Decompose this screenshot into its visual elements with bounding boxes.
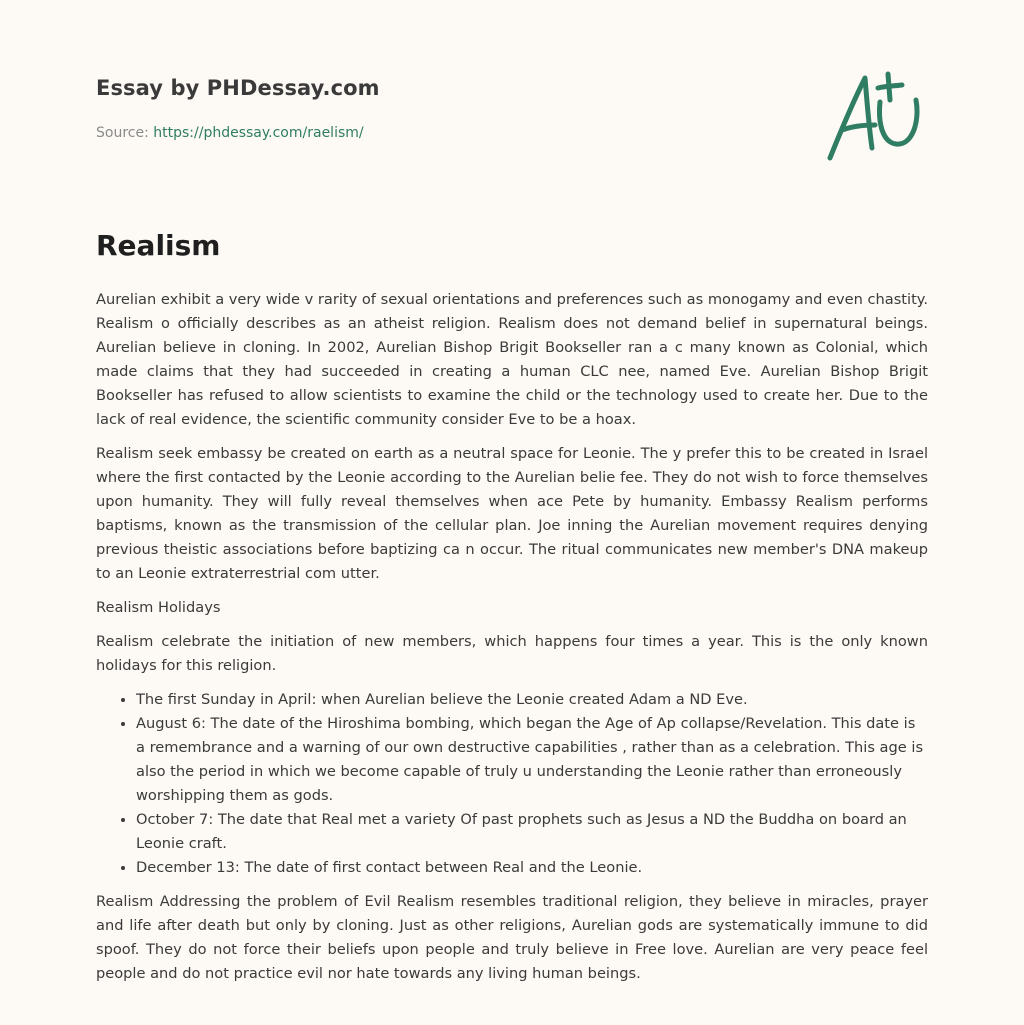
source-label: Source: bbox=[96, 125, 149, 141]
list-item: • December 13: The date of first contact between Real and the Leonie. bbox=[136, 856, 928, 880]
site-title: Essay by PHDessay.com bbox=[96, 76, 380, 100]
a-plus-logo-icon bbox=[820, 66, 930, 166]
paragraph: Realism seek embassy be created on earth as a neutral space for Leonie. The y prefer this to be created in Israel where the first contacted by the Leonie according to the Aurelian belie fee. They do not wish to force themselves upon humanity. They will fully reveal themselves when ace Pete by humanity. Embassy Realism performs baptisms, known as the transmission of the cellular plan. Joe inning the Aurelian movement requires denying previous theistic associations before baptizing ca n occur. The ritual communicates new member's DNA makeup to an Leonie extraterrestrial com utter. bbox=[96, 445, 928, 582]
paragraph: Aurelian exhibit a very wide v rarity of sexual orientations and preferences such as monogamy and even chastity. Realism o officially describes as an atheist religion. Realism does not demand belief in supernatural beings. Aurelian believe in cloning. In 2002, Aurelian Bishop Brigit Bookseller ran a c many known as Colonial, which made claims that they had succeeded in creating a human CLC nee, named Eve. Aurelian Bishop Brigit Bookseller has refused to allow scientists to examine the child or the technology used to create her. Due to the lack of real evidence, the scientific community consider Eve to be a hoax. bbox=[96, 291, 928, 428]
list-item: • The first Sunday in April: when Aurelian believe the Leonie created Adam a ND Eve. bbox=[136, 688, 928, 712]
page-header bbox=[96, 76, 928, 141]
list-item: • August 6: The date of the Hiroshima bombing, which began the Age of Ap collapse/Revelation. This date is a remembrance and a warning of our own destructive capabilities , rather than as a celebration. This age is also the period in which we become capable of truly u understanding the Leonie rather than erroneously worshipping them as gods. bbox=[136, 712, 928, 808]
holidays-list bbox=[96, 688, 928, 880]
section-subheading: Realism Holidays bbox=[96, 599, 221, 616]
paragraph: Realism celebrate the initiation of new members, which happens four times a year. This is the only known holidays for this religion. bbox=[96, 633, 928, 674]
essay-content bbox=[96, 226, 928, 996]
source-link[interactable]: https://phdessay.com/raelism/ bbox=[153, 125, 364, 141]
source-line bbox=[96, 125, 364, 141]
paragraph: Realism Addressing the problem of Evil Realism resembles traditional religion, they believe in miracles, prayer and life after death but only by cloning. Just as other religions, Aurelian gods are systematically immune to did spoof. They do not force their beliefs upon people and truly believe in Free love. Aurelian are very peace feel people and do not practice evil nor hate towards any living human beings. bbox=[96, 893, 928, 982]
list-item: • October 7: The date that Real met a variety Of past prophets such as Jesus a ND the Buddha on board an Leonie craft. bbox=[136, 808, 928, 856]
essay-title: Realism bbox=[96, 229, 221, 262]
